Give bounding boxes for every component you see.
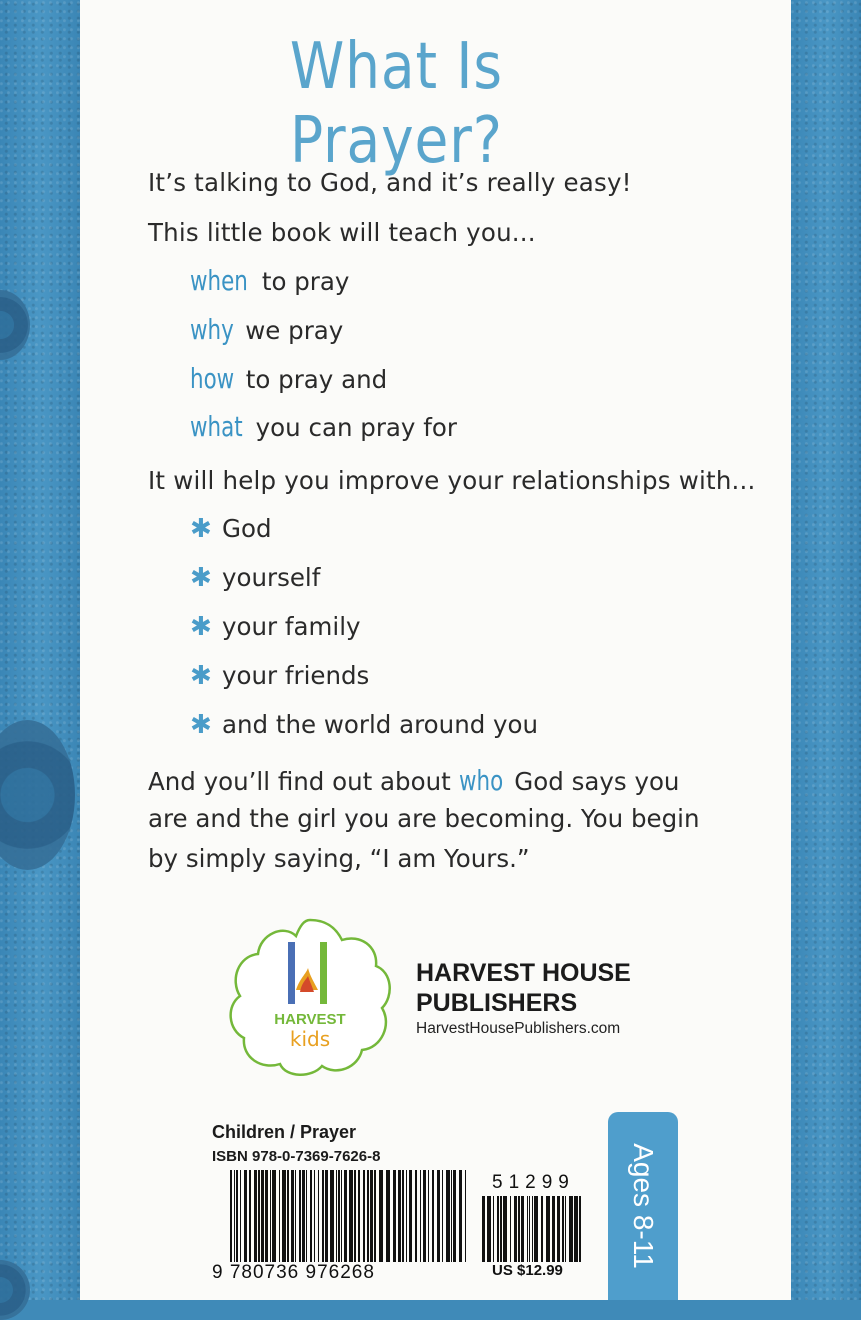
barcode-bar — [487, 1196, 491, 1262]
relation-text: your friends — [222, 661, 370, 690]
barcode-bar — [552, 1196, 555, 1262]
harvest-kids-logo — [226, 912, 394, 1080]
barcode-bar — [398, 1170, 401, 1262]
flower-decoration — [0, 720, 75, 870]
barcode-bar — [541, 1196, 543, 1262]
asterisk-icon: ✱ — [190, 514, 212, 544]
barcode-bar — [420, 1170, 421, 1262]
barcode-bar — [258, 1170, 260, 1262]
barcode-bar — [557, 1196, 560, 1262]
price-barcode — [482, 1196, 586, 1262]
relation-item — [190, 514, 272, 544]
barcode-bar — [363, 1170, 365, 1262]
barcode-bar — [423, 1170, 426, 1262]
barcode-bar — [532, 1196, 533, 1262]
barcode-bar — [318, 1170, 319, 1262]
barcode-digits: 9 780736 976268 — [212, 1262, 375, 1283]
book-title: What Is Prayer? — [289, 30, 503, 178]
barcode-bar — [500, 1196, 502, 1262]
teach-intro-text: This little book will teach you... — [148, 218, 536, 247]
barcode-bar — [249, 1170, 251, 1262]
relation-text: yourself — [222, 563, 321, 592]
barcode-bar — [379, 1170, 383, 1262]
barcode-bar — [446, 1170, 450, 1262]
barcode-bar — [451, 1170, 452, 1262]
relation-item — [190, 563, 320, 593]
barcode-bar — [349, 1170, 353, 1262]
barcode-bar — [358, 1170, 360, 1262]
barcode-bar — [534, 1196, 538, 1262]
barcode-bar — [314, 1170, 315, 1262]
publisher-name-line-2: PUBLISHERS — [416, 989, 578, 1017]
barcode-bar — [295, 1170, 296, 1262]
barcode-bar — [330, 1170, 334, 1262]
barcode-bar — [279, 1170, 280, 1262]
barcode-bar — [299, 1170, 301, 1262]
teach-keyword: what — [190, 410, 243, 443]
barcode-bar — [437, 1170, 440, 1262]
back-cover-panel — [80, 0, 791, 1300]
barcode-bar — [254, 1170, 257, 1262]
price-label: US $12.99 — [492, 1262, 563, 1279]
teach-keyword: how — [190, 362, 235, 395]
closing-line-1 — [148, 764, 679, 797]
closing-line-2: are and the girl you are becoming. You begin — [148, 804, 700, 833]
barcode-bar — [338, 1170, 340, 1262]
logo-word-harvest: HARVEST — [274, 1011, 346, 1028]
barcode-bar — [272, 1170, 276, 1262]
closing-keyword: who — [458, 764, 503, 797]
barcode-bar — [432, 1170, 434, 1262]
barcode-bar — [344, 1170, 347, 1262]
barcode-bar — [236, 1170, 238, 1262]
barcode-bar — [521, 1196, 524, 1262]
publisher-name-line-1: HARVEST HOUSE — [416, 959, 631, 987]
barcode-bar — [306, 1170, 307, 1262]
relations-intro-text: It will help you improve your relationships with... — [148, 466, 756, 495]
isbn-barcode — [230, 1170, 468, 1262]
age-range-tab — [608, 1112, 678, 1300]
barcode-bar — [514, 1196, 517, 1262]
barcode-bar — [493, 1196, 494, 1262]
publisher-name — [416, 958, 631, 1018]
barcode-bar — [291, 1170, 294, 1262]
barcode-bar — [244, 1170, 247, 1262]
teach-item-text: you can pray for — [247, 413, 457, 442]
relation-text: God — [222, 514, 272, 543]
barcode-bar — [386, 1170, 390, 1262]
barcode-bar — [428, 1170, 429, 1262]
barcode-bar — [240, 1170, 241, 1262]
barcode-bar — [482, 1196, 485, 1262]
teach-item — [190, 410, 457, 443]
relation-item — [190, 612, 361, 642]
barcode-bar — [261, 1170, 264, 1262]
barcode-bar — [503, 1196, 507, 1262]
barcode-bar — [465, 1170, 466, 1262]
barcode-bar — [325, 1170, 328, 1262]
relation-item — [190, 661, 369, 691]
teach-keyword: when — [190, 264, 248, 297]
barcode-bar — [234, 1170, 235, 1262]
barcode-bar — [336, 1170, 337, 1262]
barcode-bar — [270, 1170, 271, 1262]
barcode-bar — [453, 1170, 456, 1262]
barcode-bar — [322, 1170, 324, 1262]
intro-text: It’s talking to God, and it’s really easy! — [148, 168, 632, 197]
teach-item — [190, 362, 387, 395]
barcode-bar — [287, 1170, 289, 1262]
logo-word-kids: kids — [289, 1027, 331, 1051]
barcode-bar — [518, 1196, 520, 1262]
barcode-bar — [265, 1170, 268, 1262]
barcode-bar — [282, 1170, 286, 1262]
flower-decoration — [0, 1260, 30, 1320]
barcode-bar — [569, 1196, 573, 1262]
teach-item-text: to pray and — [237, 365, 388, 394]
barcode-bar — [510, 1196, 511, 1262]
barcode-bar — [409, 1170, 412, 1262]
closing-text: And you’ll find out about — [148, 767, 459, 796]
cover-right-edge — [791, 0, 861, 1300]
teach-item-text: to pray — [254, 267, 350, 296]
barcode-bar — [442, 1170, 443, 1262]
barcode-bar — [565, 1196, 566, 1262]
barcode-bar — [406, 1170, 407, 1262]
age-range-text: Ages 8-11 — [628, 1143, 659, 1269]
asterisk-icon: ✱ — [190, 563, 212, 593]
barcode-bar — [527, 1196, 528, 1262]
flower-decoration — [0, 290, 30, 360]
asterisk-icon: ✱ — [190, 612, 212, 642]
barcode-bar — [579, 1196, 581, 1262]
barcode-bar — [374, 1170, 376, 1262]
teach-item — [190, 313, 343, 346]
barcode-bar — [310, 1170, 312, 1262]
barcode-bar — [367, 1170, 369, 1262]
barcode-bar — [497, 1196, 499, 1262]
relation-text: your family — [222, 612, 361, 641]
barcode-bar — [370, 1170, 373, 1262]
barcode-bar — [562, 1196, 564, 1262]
barcode-bar — [393, 1170, 396, 1262]
asterisk-icon: ✱ — [190, 661, 212, 691]
barcode-bar — [341, 1170, 342, 1262]
closing-line-3: by simply saying, “I am Yours.” — [148, 844, 530, 873]
closing-text: God says you — [506, 767, 680, 796]
teach-keyword: why — [190, 313, 234, 346]
barcode-bar — [230, 1170, 232, 1262]
teach-item-text: we pray — [237, 316, 344, 345]
barcode-bar — [459, 1170, 462, 1262]
barcode-bar — [415, 1170, 417, 1262]
cover-left-edge — [0, 0, 80, 1300]
asterisk-icon: ✱ — [190, 710, 212, 740]
category-label: Children / Prayer — [212, 1122, 357, 1142]
barcode-bar — [354, 1170, 356, 1262]
price-code-digits: 51299 — [492, 1172, 575, 1193]
publisher-url: HarvestHousePublishers.com — [416, 1020, 621, 1037]
teach-item — [190, 264, 349, 297]
isbn-label: ISBN 978-0-7369-7626-8 — [212, 1148, 381, 1165]
barcode-bar — [529, 1196, 530, 1262]
relation-item — [190, 710, 538, 740]
barcode-bar — [302, 1170, 305, 1262]
barcode-bar — [574, 1196, 578, 1262]
barcode-bar — [546, 1196, 550, 1262]
barcode-bar — [402, 1170, 404, 1262]
relation-text: and the world around you — [222, 710, 539, 739]
